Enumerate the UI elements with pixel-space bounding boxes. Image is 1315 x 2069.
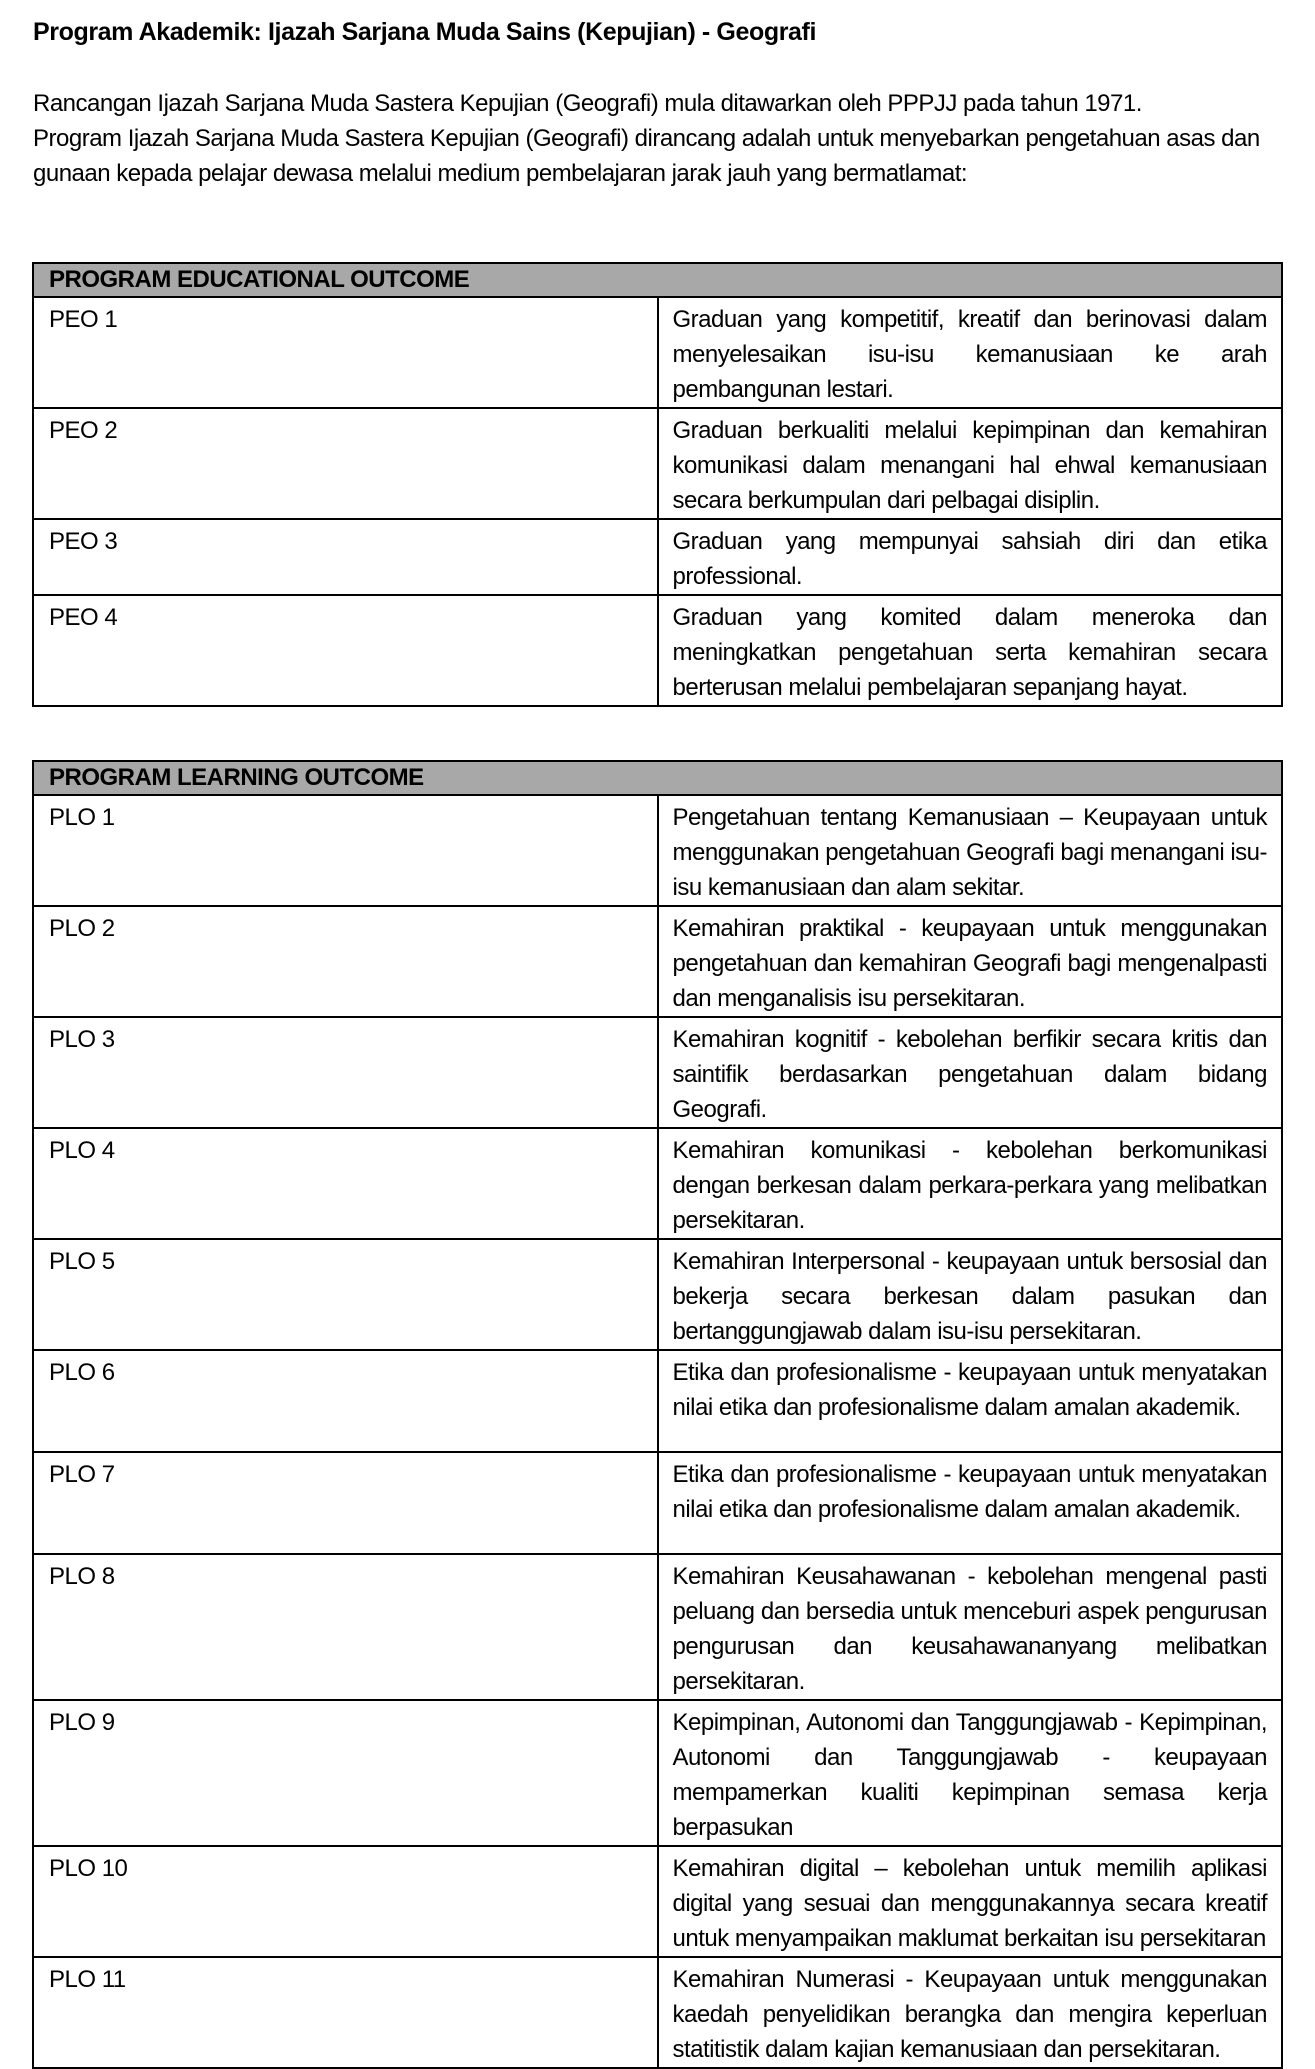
plo-text: Kemahiran kognitif - kebolehan berfikir secara kritis dan saintifik berdasarkan pengetahuan dalam bidang Geografi. (658, 1017, 1283, 1128)
table-row (33, 408, 1282, 519)
table-row (33, 1239, 1282, 1350)
table-row (33, 906, 1282, 1017)
table-row (33, 1452, 1282, 1554)
intro-text (33, 86, 1283, 191)
plo-code: PLO 5 (33, 1239, 658, 1350)
table-row (33, 519, 1282, 595)
table-row (33, 1554, 1282, 1700)
peo-header-row (33, 263, 1282, 297)
plo-header-row (33, 761, 1282, 795)
plo-code: PLO 8 (33, 1554, 658, 1700)
peo-code: PEO 3 (33, 519, 658, 595)
table-row (33, 1017, 1282, 1128)
plo-text: Etika dan profesionalisme - keupayaan untuk menyatakan nilai etika dan profesionalisme dalam amalan akademik. (658, 1452, 1283, 1554)
plo-text: Kemahiran Keusahawanan - kebolehan mengenal pasti peluang dan bersedia untuk menceburi aspek pengurusan pengurusan dan keusahawananyang melibatkan persekitaran. (658, 1554, 1283, 1700)
table-row (33, 795, 1282, 906)
plo-code: PLO 3 (33, 1017, 658, 1128)
plo-code: PLO 10 (33, 1846, 658, 1957)
plo-code: PLO 9 (33, 1700, 658, 1846)
peo-code: PEO 1 (33, 297, 658, 408)
plo-code: PLO 1 (33, 795, 658, 906)
plo-text: Kemahiran praktikal - keupayaan untuk menggunakan pengetahuan dan kemahiran Geografi bagi mengenalpasti dan menganalisis isu persekitaran. (658, 906, 1283, 1017)
plo-text: Pengetahuan tentang Kemanusiaan – Keupayaan untuk menggunakan pengetahuan Geografi bagi menangani isu-isu kemanusiaan dan alam sekitar. (658, 795, 1283, 906)
peo-code: PEO 4 (33, 595, 658, 706)
plo-code: PLO 2 (33, 906, 658, 1017)
peo-header: PROGRAM EDUCATIONAL OUTCOME (33, 263, 1282, 297)
plo-code: PLO 6 (33, 1350, 658, 1452)
peo-text: Graduan yang mempunyai sahsiah diri dan etika professional. (658, 519, 1283, 595)
table-row (33, 1957, 1282, 2068)
plo-table (32, 760, 1283, 2069)
intro-paragraph-1: Rancangan Ijazah Sarjana Muda Sastera Kepujian (Geografi) mula ditawarkan oleh PPPJJ pada tahun 1971. (33, 90, 1142, 117)
plo-code: PLO 11 (33, 1957, 658, 2068)
table-row (33, 1700, 1282, 1846)
plo-text: Kepimpinan, Autonomi dan Tanggungjawab - Kepimpinan, Autonomi dan Tanggungjawab - keupayaan mempamerkan kualiti kepimpinan semasa kerja berpasukan (658, 1700, 1283, 1846)
table-row (33, 1128, 1282, 1239)
table-row (33, 1846, 1282, 1957)
plo-text: Kemahiran Interpersonal - keupayaan untuk bersosial dan bekerja secara berkesan dalam pasukan dan bertanggungjawab dalam isu-isu persekitaran. (658, 1239, 1283, 1350)
peo-table (32, 262, 1283, 707)
plo-code: PLO 4 (33, 1128, 658, 1239)
plo-text: Kemahiran digital – kebolehan untuk memilih aplikasi digital yang sesuai dan menggunakannya secara kreatif untuk menyampaikan maklumat berkaitan isu persekitaran (658, 1846, 1283, 1957)
plo-header: PROGRAM LEARNING OUTCOME (33, 761, 1282, 795)
plo-text: Kemahiran Numerasi - Keupayaan untuk menggunakan kaedah penyelidikan berangka dan mengira keperluan statitistik dalam kajian kemanusiaan dan persekitaran. (658, 1957, 1283, 2068)
table-row (33, 297, 1282, 408)
plo-code: PLO 7 (33, 1452, 658, 1554)
intro-paragraph-2: Program Ijazah Sarjana Muda Sastera Kepujian (Geografi) dirancang adalah untuk menyebarkan pengetahuan asas dan gunaan kepada pelajar dewasa melalui medium pembelajaran jarak jauh yang bermatlamat: (33, 125, 1260, 187)
peo-text: Graduan berkualiti melalui kepimpinan dan kemahiran komunikasi dalam menangani hal ehwal kemanusiaan secara berkumpulan dari pelbagai disiplin. (658, 408, 1283, 519)
peo-text: Graduan yang kompetitif, kreatif dan berinovasi dalam menyelesaikan isu-isu kemanusiaan ke arah pembangunan lestari. (658, 297, 1283, 408)
peo-code: PEO 2 (33, 408, 658, 519)
page-title: Program Akademik: Ijazah Sarjana Muda Sains (Kepujian) - Geografi (33, 18, 816, 46)
table-row (33, 1350, 1282, 1452)
table-row (33, 595, 1282, 706)
plo-text: Etika dan profesionalisme - keupayaan untuk menyatakan nilai etika dan profesionalisme dalam amalan akademik. (658, 1350, 1283, 1452)
plo-text: Kemahiran komunikasi - kebolehan berkomunikasi dengan berkesan dalam perkara-perkara yang melibatkan persekitaran. (658, 1128, 1283, 1239)
peo-text: Graduan yang komited dalam meneroka dan meningkatkan pengetahuan serta kemahiran secara berterusan melalui pembelajaran sepanjang hayat. (658, 595, 1283, 706)
